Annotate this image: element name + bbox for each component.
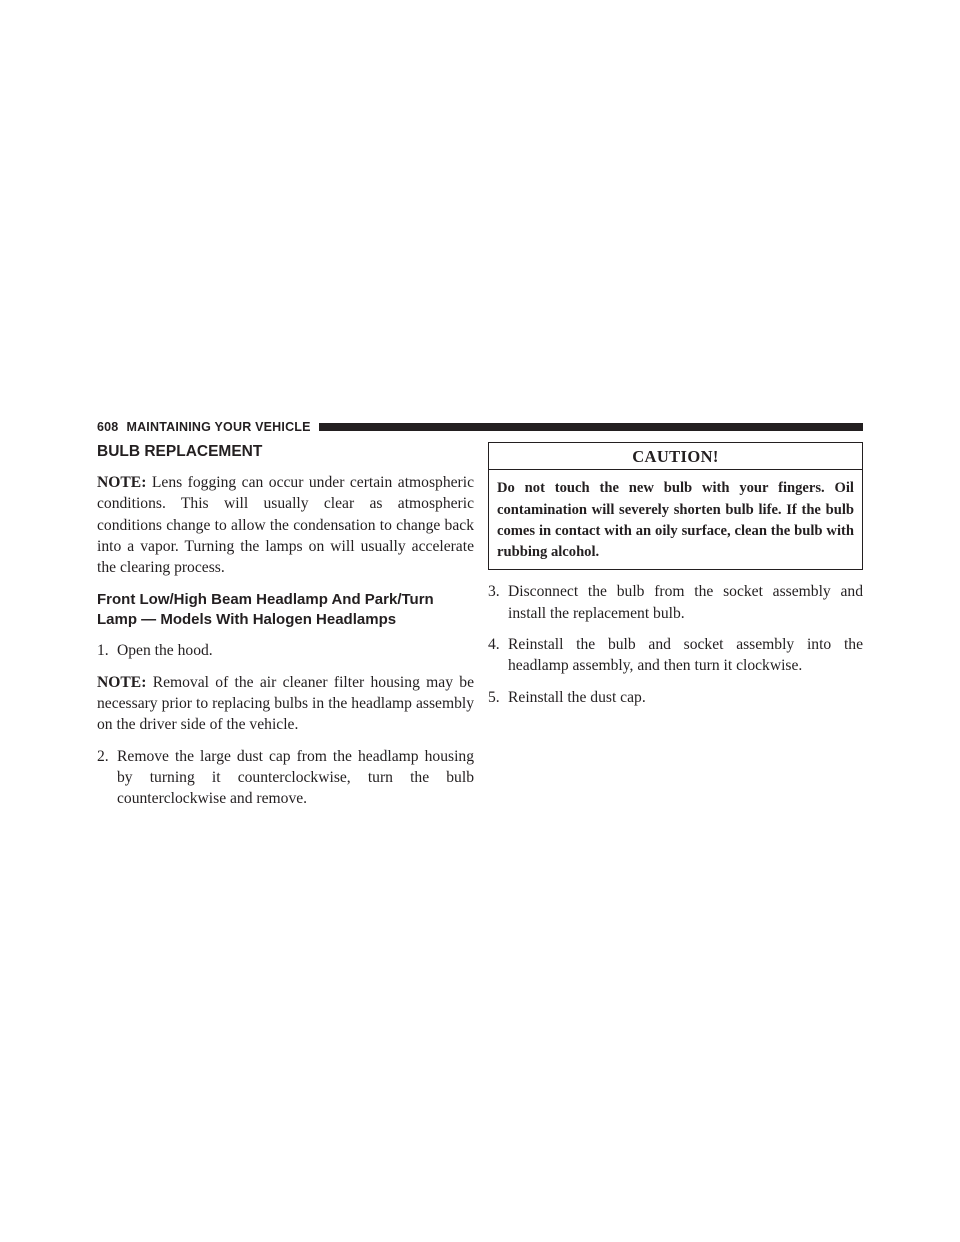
step-number: 5.: [488, 688, 500, 706]
step-text: Remove the large dust cap from the headlamp housing by turning it counterclockwise, turn the bulb counterclockwise and remove.: [117, 747, 474, 808]
header-rule: [319, 423, 863, 431]
step-number: 2.: [97, 747, 109, 765]
note-label: NOTE:: [97, 474, 147, 491]
note-air-cleaner: [97, 672, 474, 736]
step-item: [488, 581, 863, 624]
step-item: [488, 687, 863, 708]
step-text: Reinstall the dust cap.: [508, 688, 646, 706]
note-text: Lens fogging can occur under certain atmospheric conditions. This will usually clear as atmospheric conditions change to allow the condensation to change back into a vapor. Turning the lamps on will usually accelerate the clearing process.: [97, 474, 474, 577]
step-text: Reinstall the bulb and socket assembly into the headlamp assembly, and then turn it clockwise.: [508, 636, 863, 675]
step-number: 4.: [488, 636, 500, 654]
step-number: 3.: [488, 583, 500, 601]
note-text: Removal of the air cleaner filter housing may be necessary prior to replacing bulbs in the headlamp assembly on the driver side of the vehicle.: [97, 673, 474, 734]
step-item: [97, 640, 474, 661]
page-header: [97, 420, 863, 434]
page-number: 608: [97, 420, 119, 434]
note-fogging: [97, 472, 474, 578]
step-number: 1.: [97, 642, 109, 660]
left-column: [97, 442, 474, 820]
right-column: [488, 442, 863, 718]
caution-text: Do not touch the new bulb with your fingers. Oil contamination will severely shorten bulb life. If the bulb comes in contact with an oily surface, clean the bulb with rubbing alcohol.: [497, 480, 854, 561]
note-label: NOTE:: [97, 673, 147, 691]
step-text: Disconnect the bulb from the socket assembly and install the replacement bulb.: [508, 583, 863, 622]
caution-heading: CAUTION!: [489, 443, 862, 470]
step-item: [488, 634, 863, 677]
section-subtitle: Front Low/High Beam Headlamp And Park/Turn Lamp — Models With Halogen Headlamps: [97, 591, 434, 628]
step-item: [97, 746, 474, 810]
caution-box: [488, 442, 863, 570]
page-title: BULB REPLACEMENT: [97, 443, 263, 460]
section-title: MAINTAINING YOUR VEHICLE: [126, 420, 311, 434]
step-text: Open the hood.: [117, 642, 213, 660]
